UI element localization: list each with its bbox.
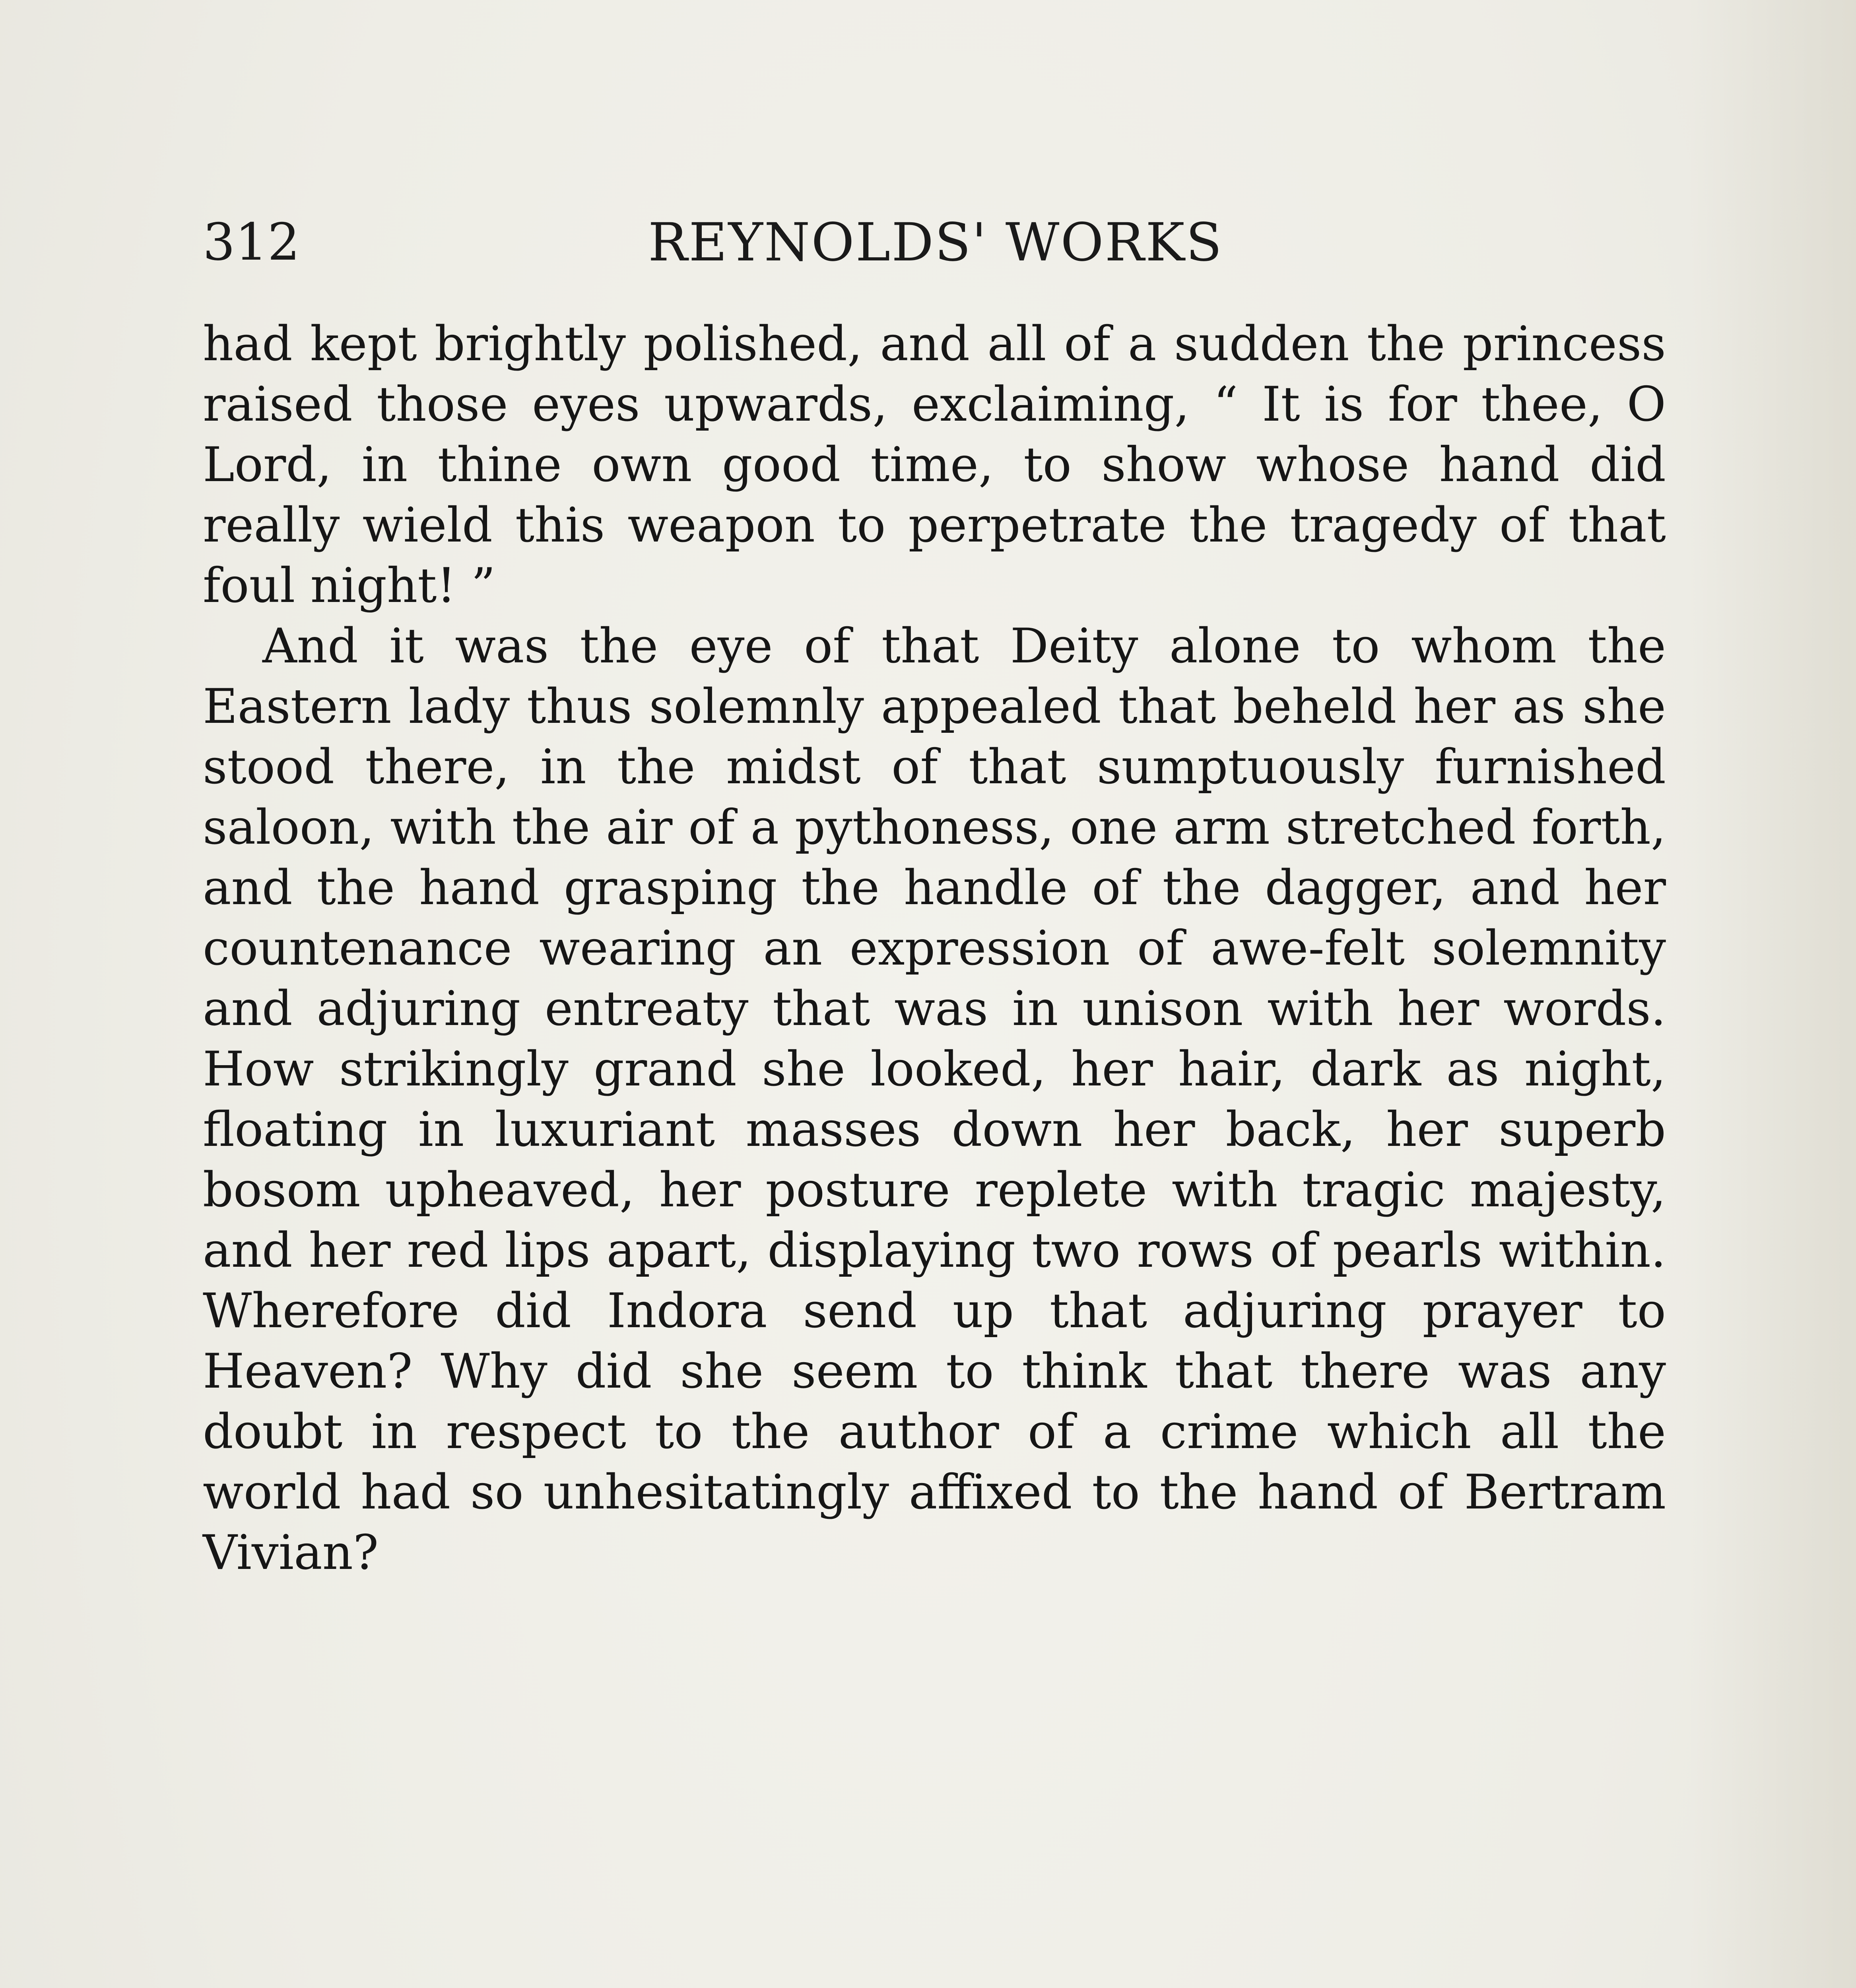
body-text <box>203 314 1666 1583</box>
page-header <box>203 207 1666 286</box>
paragraph-2: And it was the eye of that Deity alone to whom the Eastern lady thus solemnly appealed that beheld her as she stood there, in the midst of that sumptuously furnished saloon, with the air of a pythoness, one arm stretched forth, and the hand grasping the handle of the dagger, and her countenance wearing an expression of awe-felt solemnity and adjuring entreaty that was in unison with her words. How strikingly grand she looked, her hair, dark as night, floating in luxuriant masses down her back, her superb bosom upheaved, her posture replete with tragic majesty, and her red lips apart, displaying two rows of pearls within. Wherefore did Indora send up that adjuring prayer to Heaven? Why did she seem to think that there was any doubt in respect to the author of a crime which all the world had so unhesitatingly affixed to the hand of Bertram Vivian? <box>203 619 1666 1580</box>
page-number: 312 <box>203 213 300 272</box>
running-head: REYNOLDS' WORKS <box>648 212 1223 273</box>
paragraph-1: had kept brightly polished, and all of a sudden the princess raised those eyes upwards, exclaiming, “ It is for thee, O Lord, in thine own good time, to show whose hand did really wield this weapon to perpetrate the tragedy of that foul night! ” <box>203 316 1666 613</box>
